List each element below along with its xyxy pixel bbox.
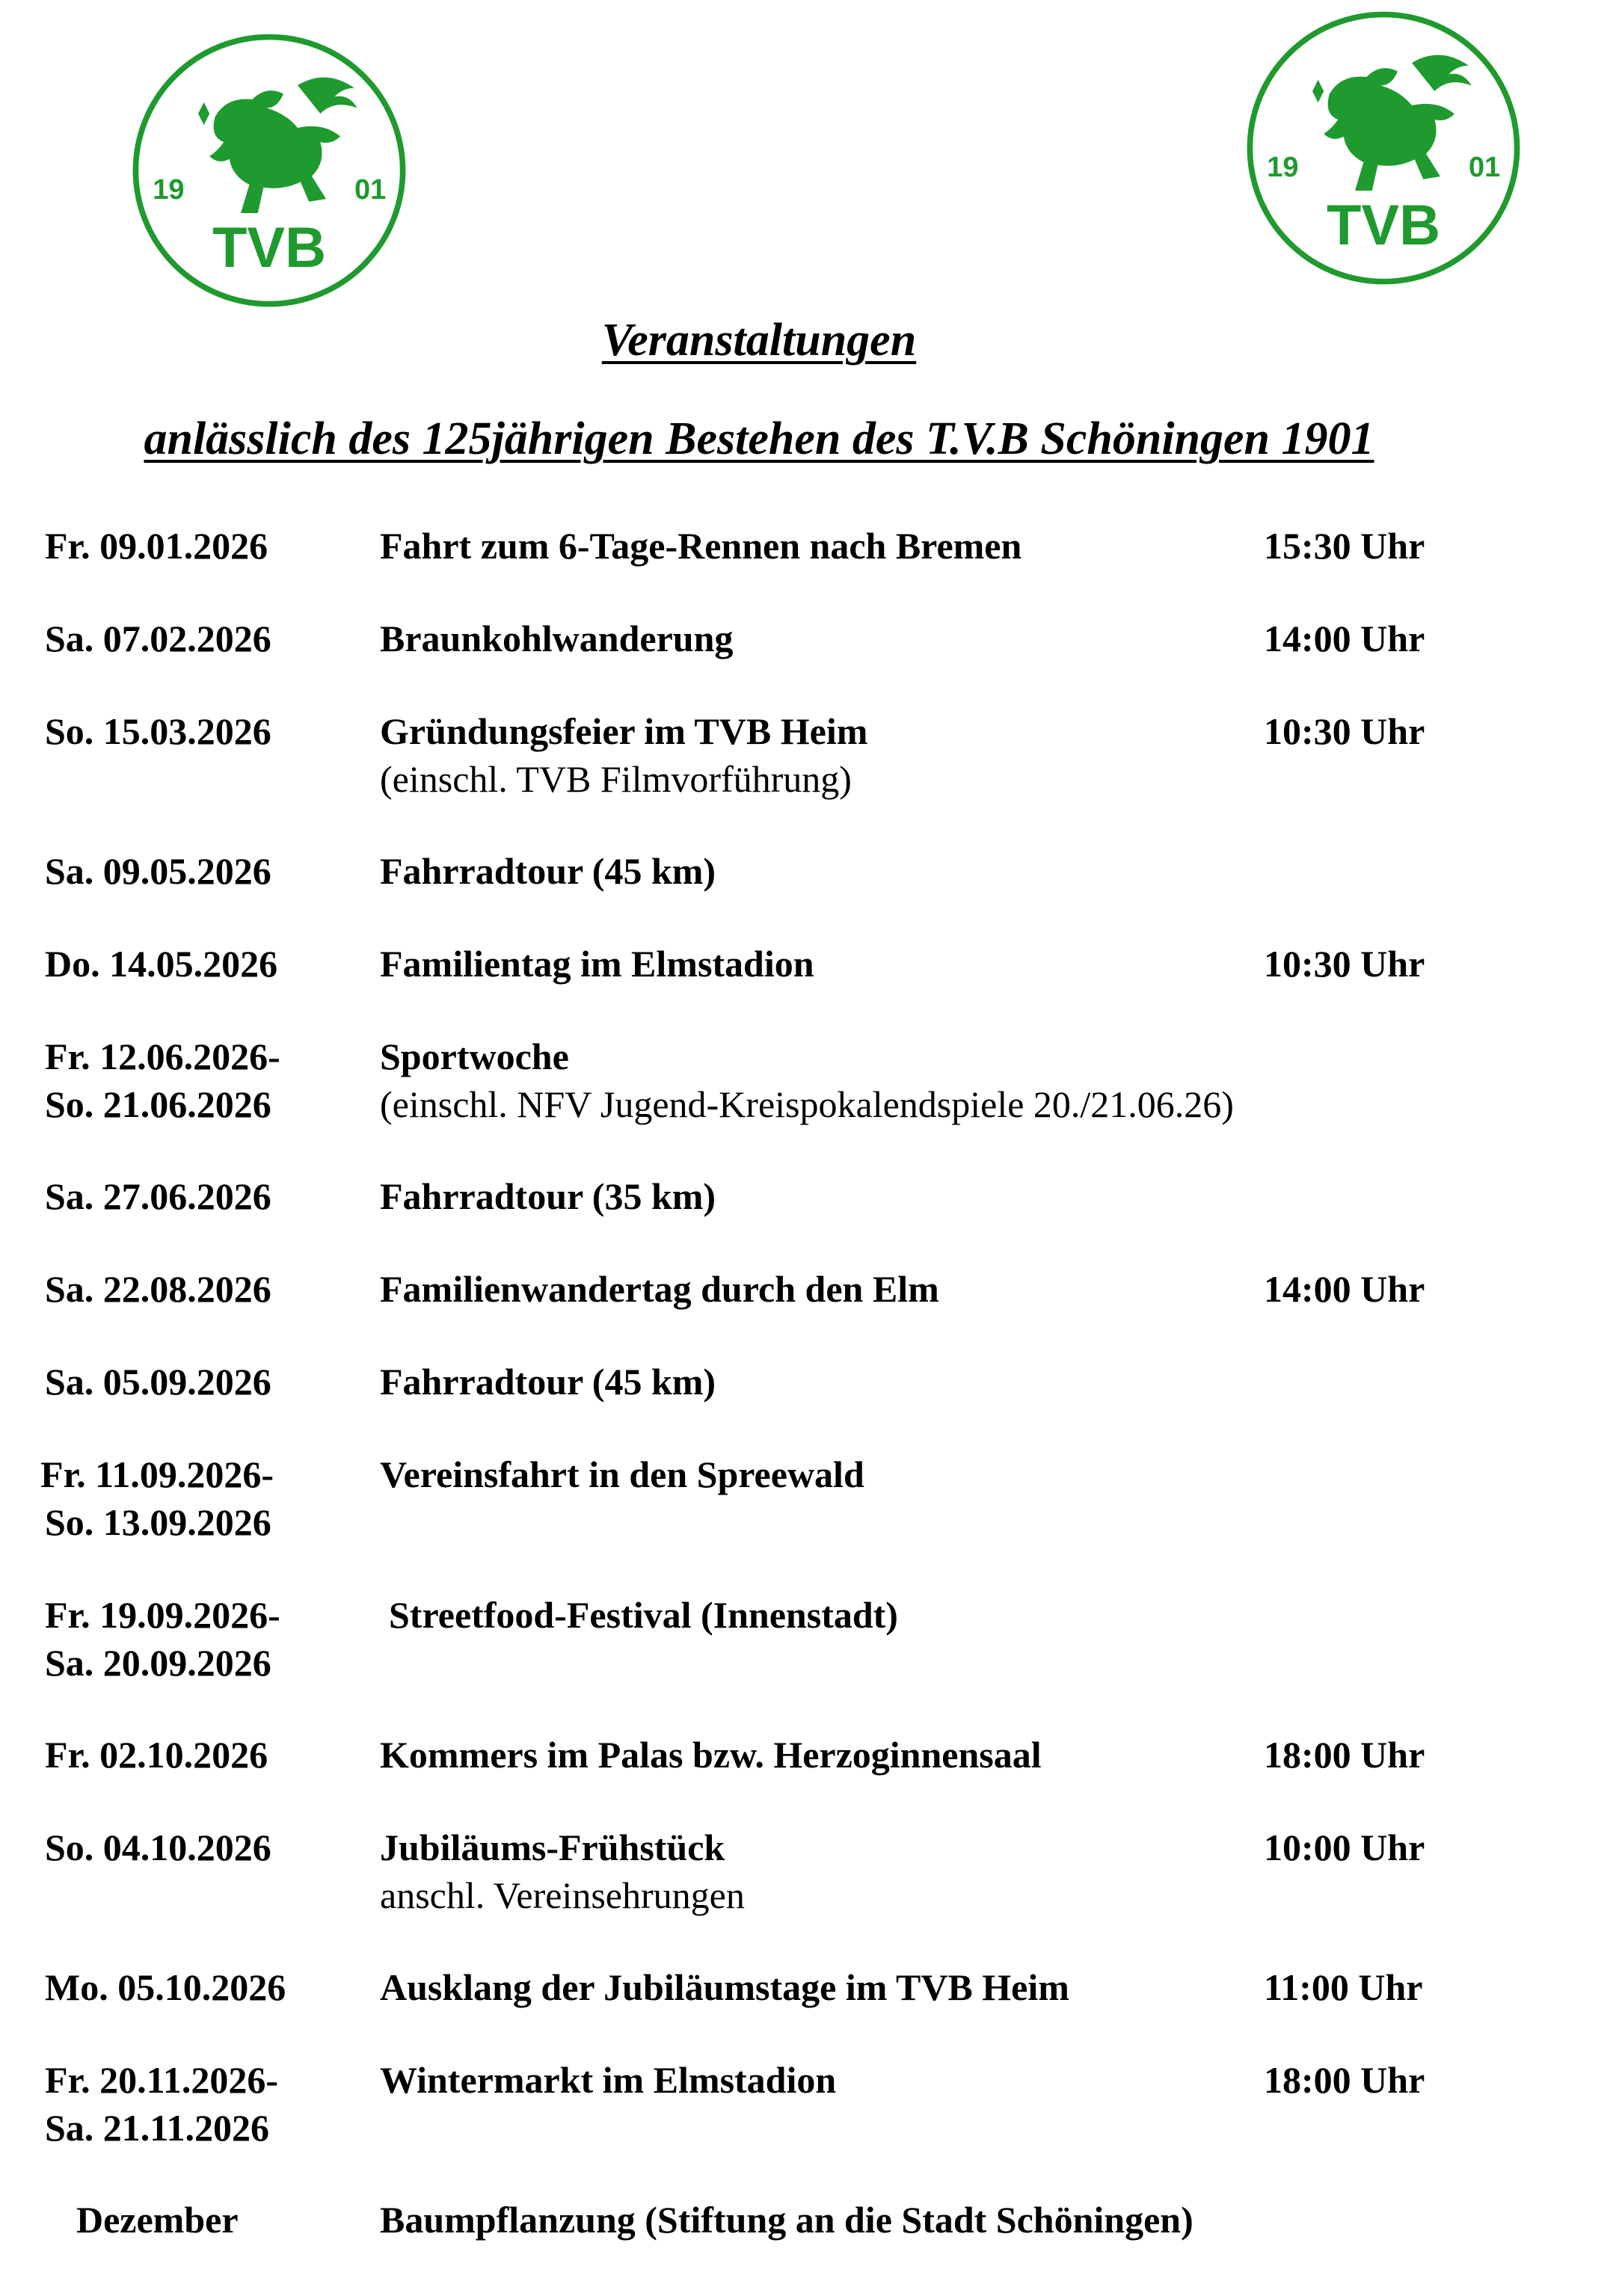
event-date: Sa. 07.02.2026 bbox=[45, 618, 271, 659]
event-time: 14:00 Uhr bbox=[1264, 1268, 1425, 1310]
event-time: 10:30 Uhr bbox=[1264, 943, 1425, 985]
event-note: (einschl. TVB Filmvorführung) bbox=[380, 758, 852, 800]
svg-text:TVB: TVB bbox=[1327, 194, 1440, 258]
event-date: Mo. 05.10.2026 bbox=[45, 1966, 286, 2008]
event-time: 14:00 Uhr bbox=[1264, 618, 1425, 659]
event-date-start: Fr. 11.09.2026- bbox=[40, 1453, 274, 1495]
tvb-logo-right bbox=[1241, 6, 1526, 290]
event-date: Sa. 05.09.2026 bbox=[45, 1361, 271, 1403]
event-date-start: Fr. 12.06.2026- bbox=[45, 1035, 280, 1077]
svg-text:19: 19 bbox=[1267, 152, 1299, 184]
event-date: Dezember bbox=[76, 2199, 239, 2241]
event-title: Familientag im Elmstadion bbox=[380, 943, 814, 985]
event-title: Vereinsfahrt in den Spreewald bbox=[380, 1453, 864, 1495]
event-date: Fr. 09.01.2026 bbox=[45, 525, 268, 567]
event-date-start: Fr. 20.11.2026- bbox=[45, 2059, 279, 2101]
event-time: 10:00 Uhr bbox=[1264, 1826, 1425, 1868]
event-title: Wintermarkt im Elmstadion bbox=[380, 2059, 837, 2101]
event-title: Ausklang der Jubiläumstage im TVB Heim bbox=[380, 1966, 1069, 2008]
svg-text:01: 01 bbox=[1469, 152, 1501, 184]
event-title: Familienwandertag durch den Elm bbox=[380, 1268, 939, 1310]
event-title: Kommers im Palas bzw. Herzoginnensaal bbox=[380, 1734, 1042, 1776]
event-date: So. 04.10.2026 bbox=[45, 1826, 271, 1868]
event-date-end: So. 13.09.2026 bbox=[45, 1501, 271, 1543]
event-date-end: So. 21.06.2026 bbox=[45, 1083, 271, 1125]
event-title: Streetfood-Festival (Innenstadt) bbox=[389, 1594, 898, 1636]
event-time: 11:00 Uhr bbox=[1264, 1966, 1423, 2008]
event-title: Sportwoche bbox=[380, 1035, 569, 1077]
tvb-logo-left bbox=[127, 28, 411, 313]
logo-year-right: 01 bbox=[354, 174, 387, 206]
page-subtitle: anlässlich des 125jährigen Bestehen des T.V.B Schöningen 1901 bbox=[144, 413, 1374, 464]
logo-letters: TVB bbox=[212, 216, 326, 280]
page-title: Veranstaltungen bbox=[601, 315, 917, 366]
event-title: Braunkohlwanderung bbox=[380, 618, 734, 659]
event-time: 10:30 Uhr bbox=[1264, 710, 1425, 752]
logo-year-left: 19 bbox=[153, 174, 185, 206]
event-title: Fahrradtour (35 km) bbox=[380, 1175, 716, 1217]
event-title: Jubiläums-Frühstück bbox=[380, 1826, 725, 1868]
event-note: (einschl. NFV Jugend-Kreispokalendspiele 20./21.06.26) bbox=[380, 1083, 1234, 1125]
event-title: Fahrradtour (45 km) bbox=[380, 1361, 716, 1403]
event-title: Gründungsfeier im TVB Heim bbox=[380, 710, 868, 752]
event-date: Sa. 09.05.2026 bbox=[45, 850, 271, 892]
event-title: Fahrt zum 6-Tage-Rennen nach Bremen bbox=[380, 525, 1022, 567]
event-date: Fr. 02.10.2026 bbox=[45, 1734, 268, 1776]
event-date: Sa. 22.08.2026 bbox=[45, 1268, 271, 1310]
event-date-end: Sa. 21.11.2026 bbox=[45, 2107, 270, 2149]
event-date: Do. 14.05.2026 bbox=[45, 943, 278, 985]
event-date: Sa. 27.06.2026 bbox=[45, 1175, 271, 1217]
event-date: So. 15.03.2026 bbox=[45, 710, 271, 752]
event-title: Baumpflanzung (Stiftung an die Stadt Schöningen) bbox=[380, 2199, 1193, 2241]
event-time: 15:30 Uhr bbox=[1264, 525, 1425, 567]
event-note: anschl. Vereinsehrungen bbox=[380, 1874, 745, 1916]
event-time: 18:00 Uhr bbox=[1264, 2059, 1425, 2101]
event-title: Fahrradtour (45 km) bbox=[380, 850, 716, 892]
event-date-start: Fr. 19.09.2026- bbox=[45, 1594, 280, 1636]
event-time: 18:00 Uhr bbox=[1264, 1734, 1425, 1776]
event-date-end: Sa. 20.09.2026 bbox=[45, 1642, 271, 1684]
